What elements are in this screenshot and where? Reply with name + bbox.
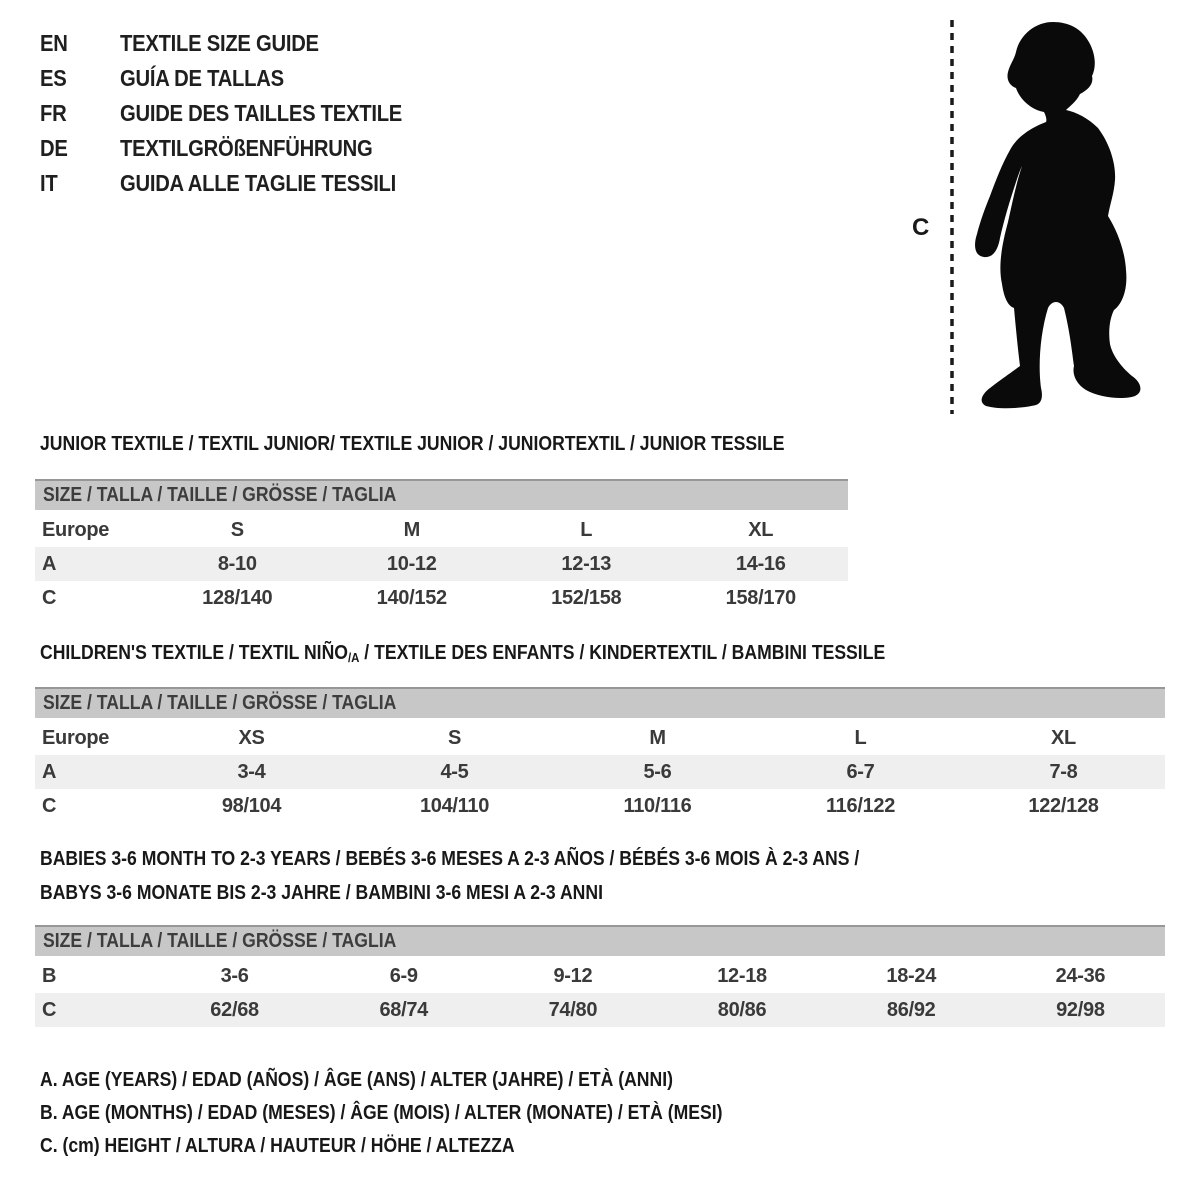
legend-line-b [40,1097,816,1130]
size-cell: 116/122 [825,794,896,817]
size-table-babies [35,925,1165,1027]
section-title-children [40,641,1000,667]
figure [912,8,1160,422]
language-code: IT [40,170,58,196]
size-cell: XL [1051,726,1076,749]
legend-text-c: C. (cm) HEIGHT / ALTURA / HAUTEUR / HÖHE / ALTEZZA [40,1135,515,1157]
language-label: TEXTILE SIZE GUIDE [120,30,319,56]
size-cell: 4-5 [440,760,469,783]
size-cell: 80/86 [717,998,767,1021]
language-code: ES [40,65,67,91]
table-row [35,755,1165,789]
table-row [35,547,848,581]
language-row-it [40,166,441,201]
babies-table [35,959,1165,1027]
language-code: FR [40,100,67,126]
toddler-silhouette [948,8,1160,422]
size-cell: 3-4 [237,760,266,783]
size-cell: 92/98 [1056,998,1105,1021]
size-cell: 6-7 [846,760,875,783]
size-cell: S [230,518,244,541]
table-row [35,513,848,547]
children-title-post: / TEXTILE DES ENFANTS / KINDERTEXTIL / BAMBINI TESSILE [359,642,886,664]
legend-text-a: A. AGE (YEARS) / EDAD (AÑOS) / ÂGE (ANS) / ALTER (JAHRE) / ETÀ (ANNI) [40,1069,673,1091]
row-label: C [42,586,57,609]
size-cell: 152/158 [551,586,622,609]
language-row-en [40,26,441,61]
size-cell: 7-8 [1049,760,1078,783]
height-measure-label: C [912,214,930,241]
language-list [40,26,441,201]
size-cell: 68/74 [379,998,429,1021]
table-row [35,789,1165,823]
language-row-de [40,131,441,166]
size-cell: 140/152 [376,586,447,609]
size-cell: XS [238,726,265,749]
children-title-pre: CHILDREN'S TEXTILE / TEXTIL NIÑO [40,642,348,664]
row-label: C [42,794,57,817]
size-cell: 9-12 [553,964,593,987]
size-table-children [35,687,1165,823]
row-label: A [42,552,57,575]
children-title-sub: /A [347,650,360,665]
size-cell: L [854,726,867,749]
section-title-babies [40,842,971,910]
size-cell: 74/80 [548,998,598,1021]
row-label: Europe [42,518,110,541]
table-row [35,993,1165,1027]
size-header-bar [35,479,848,510]
size-cell: XL [748,518,774,541]
babies-title-line2: BABYS 3-6 MONATE BIS 2-3 JAHRE / BAMBINI 3-6 MESI A 2-3 ANNI [40,882,603,904]
legend-line-a [40,1064,816,1097]
size-header-text: SIZE / TALLA / TAILLE / GRÖSSE / TAGLIA [43,484,397,506]
size-cell: 62/68 [210,998,259,1021]
size-header-bar [35,925,1165,956]
row-label: B [42,964,57,987]
size-cell: 110/116 [623,794,692,817]
language-row-fr [40,96,441,131]
size-table-junior [35,479,848,615]
children-table [35,721,1165,823]
babies-title-line1: BABIES 3-6 MONTH TO 2-3 YEARS / BEBÉS 3-6 MESES A 2-3 AÑOS / BÉBÉS 3-6 MOIS À 2-3 ANS / [40,848,860,870]
section-title-junior [40,432,886,456]
size-cell: 3-6 [220,964,249,987]
table-row [35,959,1165,993]
language-label: GUIDA ALLE TAGLIE TESSILI [120,170,397,196]
language-row-es [40,61,441,96]
legend-text-b: B. AGE (MONTHS) / EDAD (MESES) / ÂGE (MOIS) / ALTER (MONATE) / ETÀ (MESI) [40,1102,723,1124]
size-cell: 158/170 [725,586,796,609]
size-cell: 86/92 [886,998,936,1021]
size-cell: L [580,518,593,541]
junior-table [35,513,848,615]
row-label: Europe [42,726,110,749]
size-cell: M [649,726,666,749]
size-cell: 98/104 [221,794,282,817]
language-label: GUÍA DE TALLAS [120,65,284,91]
size-cell: 5-6 [643,760,672,783]
size-cell: S [447,726,462,749]
size-cell: 104/110 [419,794,490,817]
size-cell: 12-13 [561,552,612,575]
language-label: GUIDE DES TAILLES TEXTILE [120,100,403,126]
language-code: DE [40,135,68,161]
size-cell: M [403,518,420,541]
size-header-text: SIZE / TALLA / TAILLE / GRÖSSE / TAGLIA [43,692,397,714]
row-label: C [42,998,57,1021]
size-cell: 12-18 [717,964,767,987]
size-cell: 122/128 [1028,794,1099,817]
size-cell: 8-10 [217,552,257,575]
language-code: EN [40,30,68,56]
table-row [35,721,1165,755]
size-cell: 24-36 [1055,964,1106,987]
size-cell: 128/140 [202,586,273,609]
legend-line-c [40,1130,816,1163]
size-cell: 10-12 [386,552,437,575]
table-row [35,581,848,615]
section-title-junior-text: JUNIOR TEXTILE / TEXTIL JUNIOR/ TEXTILE JUNIOR / JUNIORTEXTIL / JUNIOR TESSILE [40,433,785,455]
legend [40,1064,816,1163]
row-label: A [42,760,57,783]
size-cell: 14-16 [735,552,786,575]
language-label: TEXTILGRÖßENFÜHRUNG [120,135,373,161]
size-header-text: SIZE / TALLA / TAILLE / GRÖSSE / TAGLIA [43,930,397,952]
size-header-bar [35,687,1165,718]
size-cell: 6-9 [389,964,418,987]
section-title-children-text [40,641,885,667]
size-cell: 18-24 [886,964,937,987]
